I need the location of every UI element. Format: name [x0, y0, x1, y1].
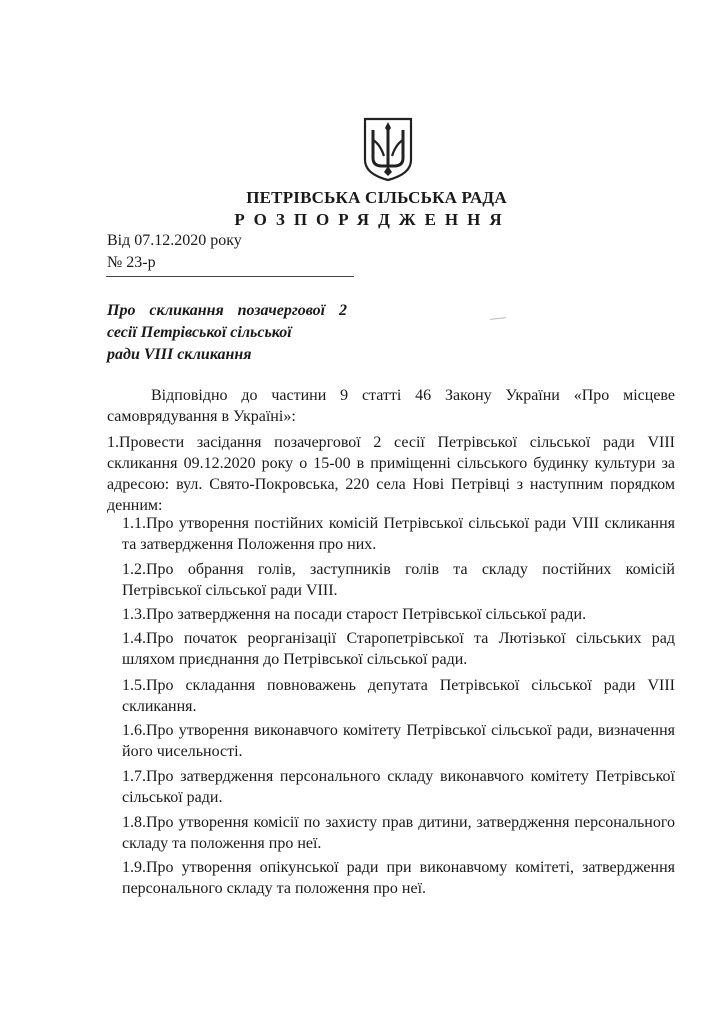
agenda-item: 1.4.Про початок реорганізації Старопетрівської та Лютізької сільських рад шляхом приєднання до Петрівської сільської ради. [122, 630, 675, 668]
document-type-title: РОЗПОРЯДЖЕННЯ [234, 210, 511, 229]
agenda-item: 1.3.Про затвердження на посади старост Петрівської сільської ради. [122, 606, 587, 623]
document-subject [107, 300, 347, 366]
agenda-item: 1.8.Про утворення комісії по захисту прав дитини, затвердження персонального складу та положення про неї. [122, 814, 675, 852]
preamble-line: самоврядування в Україні»: [107, 408, 296, 425]
document-date: Від 07.12.2020 року [107, 232, 242, 249]
organization-name: ПЕТРІВСЬКА СІЛЬСЬКА РАДА [246, 188, 507, 207]
scan-mark [490, 317, 506, 320]
divider [106, 276, 354, 277]
clause-1: 1.Провести засідання позачергової 2 сесії Петрівської сільської ради VIII скликання 09.12.2020 року о 15-00 в приміщенні сільського будинку культури за адресою: вул. Свято-Покровська, 220 села Нові Петрівці з наступним порядком денним: [107, 434, 675, 514]
preamble [107, 385, 675, 427]
document-number: № 23-р [107, 254, 156, 271]
subject-line: Про скликання позачергової 2 [107, 302, 347, 319]
subject-line: ради VIII скликання [107, 346, 252, 363]
agenda-item: 1.7.Про затвердження персонального складу виконавчого комітету Петрівської сільської ради. [122, 768, 675, 806]
agenda-item: 1.5.Про складання повноважень депутата Петрівської сільської ради VIII скликання. [122, 677, 675, 715]
agenda-item: 1.1.Про утворення постійних комісій Петрівської сільської ради VIII скликання та затвердження Положення про них. [122, 515, 675, 553]
agenda-item: 1.6.Про утворення виконавчого комітету Петрівської сільської ради, визначення його чисельності. [122, 722, 675, 760]
ukraine-trident-emblem-icon [362, 116, 414, 182]
agenda-item: 1.2.Про обрання голів, заступників голів та складу постійних комісій Петрівської сільської ради VIII. [122, 561, 675, 599]
preamble-line: Відповідно до частини 9 статті 46 Закону України «Про місцеве [151, 387, 675, 404]
subject-line: сесії Петрівської сільської [107, 324, 292, 341]
agenda-item: 1.9.Про утворення опікунської ради при виконавчому комітеті, затвердження персонального складу та положення про неї. [122, 859, 675, 897]
